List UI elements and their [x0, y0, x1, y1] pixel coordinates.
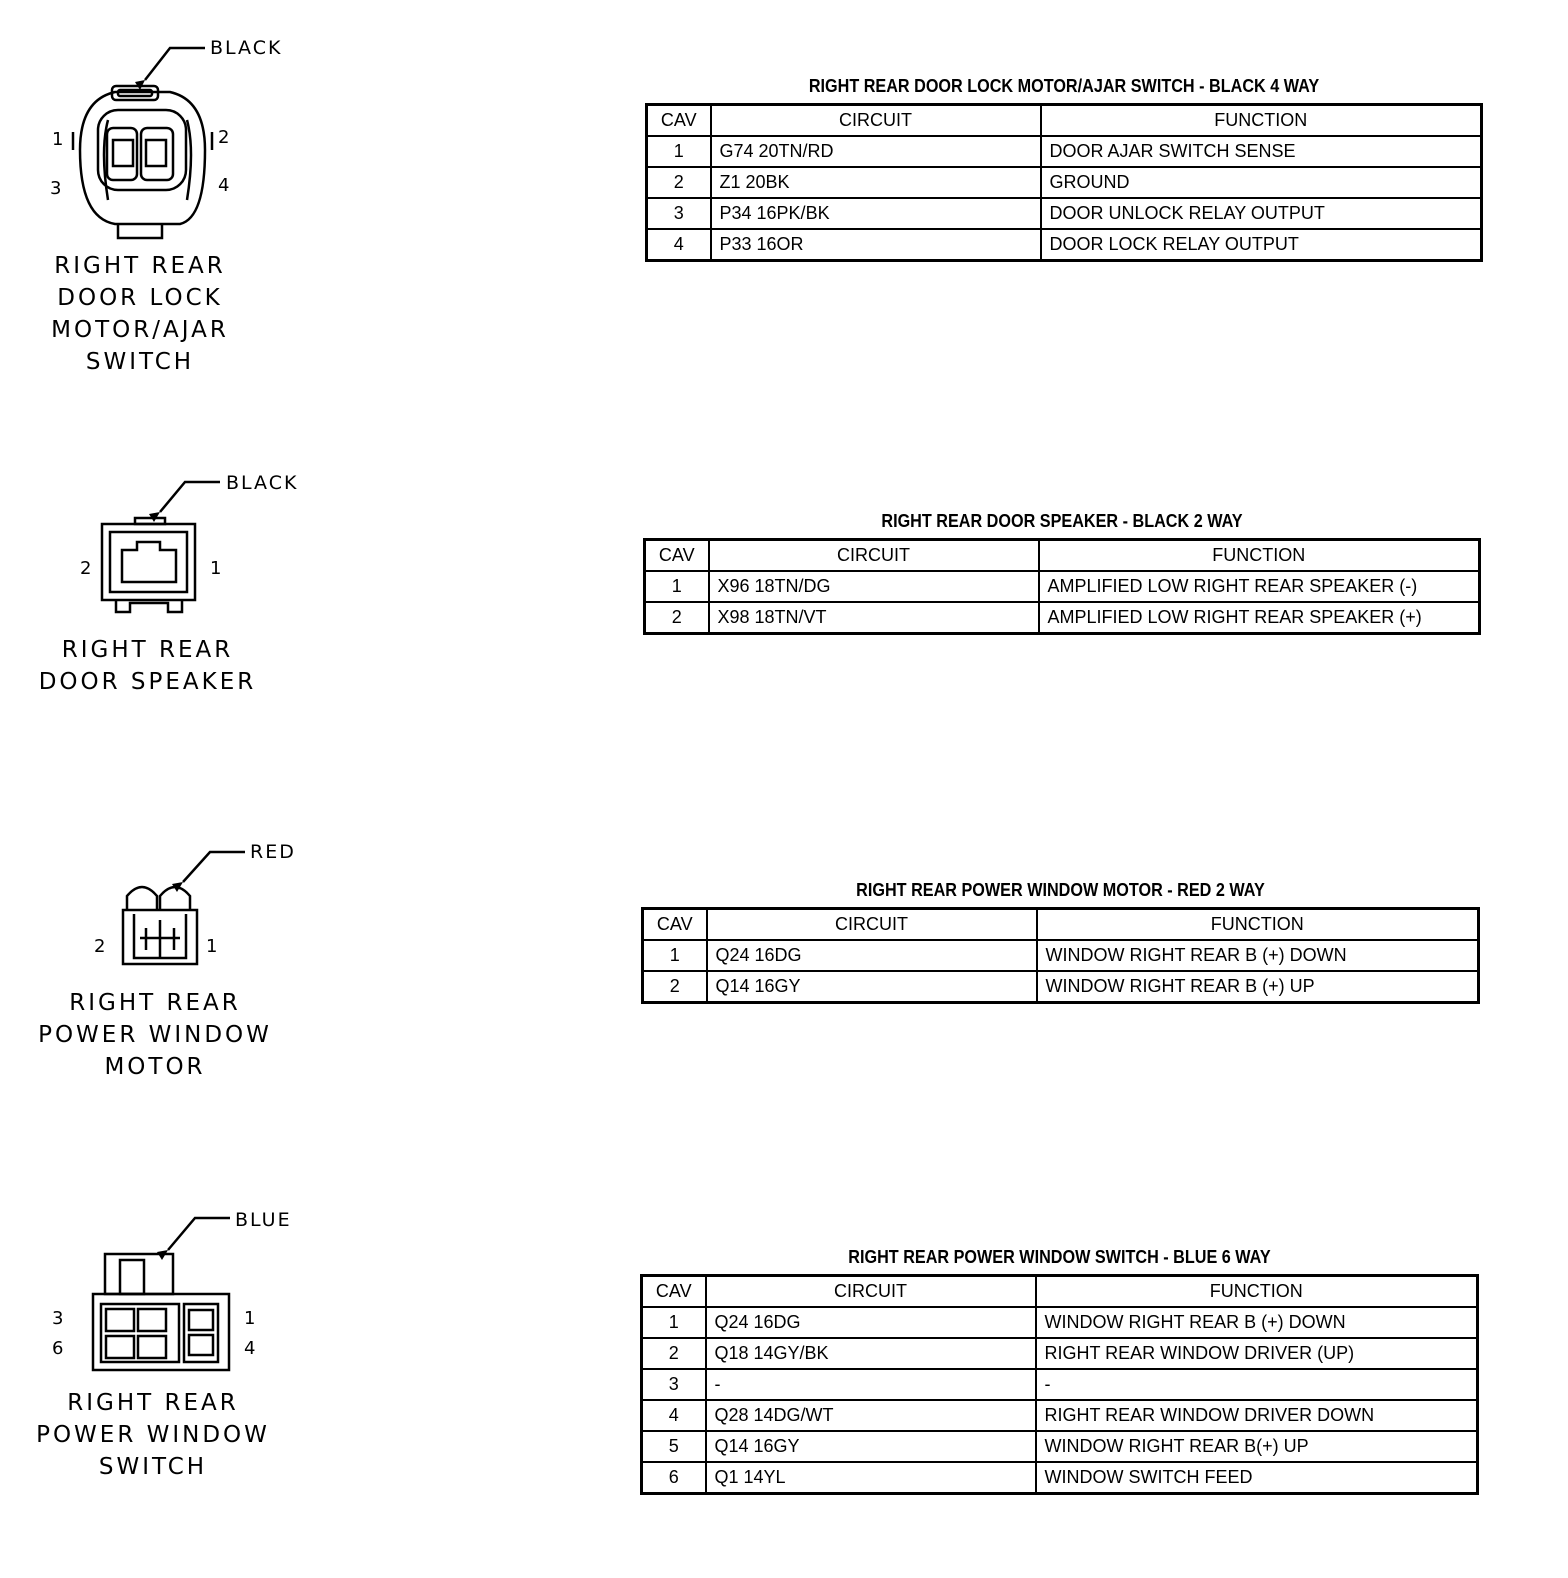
- function-cell: GROUND: [1041, 167, 1482, 198]
- function-cell: AMPLIFIED LOW RIGHT REAR SPEAKER (+): [1039, 602, 1480, 634]
- circuit-cell: Q18 14GY/BK: [706, 1338, 1036, 1369]
- circuit-cell: X96 18TN/DG: [709, 571, 1039, 602]
- header-cav: CAV: [647, 105, 711, 137]
- table-row: [645, 602, 1480, 634]
- color-label: BLACK: [226, 472, 299, 494]
- cav-cell: 1: [643, 940, 707, 971]
- table-row: [647, 167, 1482, 198]
- window-switch-table: [640, 1247, 1479, 1495]
- table-row: [642, 1369, 1478, 1400]
- pin-label: 1: [52, 129, 64, 150]
- table-row: [642, 1431, 1478, 1462]
- header-circuit: CIRCUIT: [706, 1276, 1036, 1308]
- circuit-cell: X98 18TN/VT: [709, 602, 1039, 634]
- cav-cell: 4: [647, 229, 711, 261]
- cav-cell: 2: [642, 1338, 706, 1369]
- circuit-cell: Z1 20BK: [711, 167, 1041, 198]
- table-row: [642, 1400, 1478, 1431]
- header-cav: CAV: [643, 909, 707, 941]
- circuit-cell: Q14 16GY: [706, 1431, 1036, 1462]
- table-title: RIGHT REAR DOOR LOCK MOTOR/AJAR SWITCH - BLACK 4 WAY: [808, 76, 1320, 96]
- connector-name: RIGHT REAR POWER WINDOW SWITCH: [36, 1390, 270, 1480]
- circuit-cell: Q24 16DG: [707, 940, 1037, 971]
- function-cell: WINDOW RIGHT REAR B (+) DOWN: [1037, 940, 1479, 971]
- header-function: FUNCTION: [1041, 105, 1482, 137]
- table-row: [645, 571, 1480, 602]
- connector-section-door-speaker: [0, 440, 1568, 740]
- circuit-cell: G74 20TN/RD: [711, 136, 1041, 167]
- circuit-cell: P34 16PK/BK: [711, 198, 1041, 229]
- circuit-cell: Q24 16DG: [706, 1307, 1036, 1338]
- circuit-cell: Q1 14YL: [706, 1462, 1036, 1494]
- function-cell: WINDOW RIGHT REAR B (+) UP: [1037, 971, 1479, 1003]
- pin-label: 2: [94, 936, 106, 957]
- cav-cell: 3: [647, 198, 711, 229]
- color-label: BLUE: [235, 1209, 292, 1231]
- header-circuit: CIRCUIT: [711, 105, 1041, 137]
- function-cell: DOOR UNLOCK RELAY OUTPUT: [1041, 198, 1482, 229]
- function-cell: DOOR LOCK RELAY OUTPUT: [1041, 229, 1482, 261]
- color-label: RED: [250, 841, 296, 863]
- cav-cell: 5: [642, 1431, 706, 1462]
- pin-label: 3: [50, 178, 62, 199]
- circuit-cell: P33 16OR: [711, 229, 1041, 261]
- cav-cell: 1: [647, 136, 711, 167]
- circuit-cell: Q28 14DG/WT: [706, 1400, 1036, 1431]
- function-cell: AMPLIFIED LOW RIGHT REAR SPEAKER (-): [1039, 571, 1480, 602]
- pin-label: 4: [218, 175, 230, 196]
- cav-cell: 2: [643, 971, 707, 1003]
- window-motor-table: [641, 880, 1480, 1004]
- connector-name: RIGHT REAR DOOR LOCK MOTOR/AJAR SWITCH: [51, 253, 229, 375]
- function-cell: -: [1036, 1369, 1478, 1400]
- header-cav: CAV: [642, 1276, 706, 1308]
- header-function: FUNCTION: [1037, 909, 1479, 941]
- table-row: [647, 198, 1482, 229]
- function-cell: WINDOW RIGHT REAR B (+) DOWN: [1036, 1307, 1478, 1338]
- pin-label: 3: [52, 1308, 64, 1329]
- connector-section-window-motor: [0, 810, 1568, 1110]
- cav-cell: 2: [647, 167, 711, 198]
- pin-label: 1: [210, 558, 222, 579]
- function-cell: RIGHT REAR WINDOW DRIVER (UP): [1036, 1338, 1478, 1369]
- pin-label: 2: [218, 127, 230, 148]
- circuit-cell: Q14 16GY: [707, 971, 1037, 1003]
- table-title: RIGHT REAR DOOR SPEAKER - BLACK 2 WAY: [881, 511, 1243, 531]
- pin-label: 2: [80, 558, 92, 579]
- door-lock-table: [645, 76, 1483, 262]
- pin-label: 1: [206, 936, 218, 957]
- connector-name: RIGHT REAR DOOR SPEAKER: [38, 637, 257, 695]
- cav-cell: 6: [642, 1462, 706, 1494]
- color-label: BLACK: [210, 37, 283, 59]
- connector-section-door-lock: [0, 0, 1568, 400]
- table-row: [647, 229, 1482, 261]
- header-cav: CAV: [645, 540, 709, 572]
- table-row: [643, 971, 1479, 1003]
- pin-label: 1: [244, 1308, 256, 1329]
- header-circuit: CIRCUIT: [707, 909, 1037, 941]
- connector-section-window-switch: [0, 1180, 1568, 1578]
- function-cell: WINDOW SWITCH FEED: [1036, 1462, 1478, 1494]
- cav-cell: 2: [645, 602, 709, 634]
- pin-label: 4: [244, 1338, 256, 1359]
- table-title: RIGHT REAR POWER WINDOW SWITCH - BLUE 6 WAY: [848, 1247, 1271, 1267]
- header-circuit: CIRCUIT: [709, 540, 1039, 572]
- table-row: [642, 1307, 1478, 1338]
- header-function: FUNCTION: [1039, 540, 1480, 572]
- connector-name: RIGHT REAR POWER WINDOW MOTOR: [38, 990, 272, 1080]
- function-cell: WINDOW RIGHT REAR B(+) UP: [1036, 1431, 1478, 1462]
- function-cell: RIGHT REAR WINDOW DRIVER DOWN: [1036, 1400, 1478, 1431]
- pin-label: 6: [52, 1338, 64, 1359]
- cav-cell: 1: [642, 1307, 706, 1338]
- table-row: [647, 136, 1482, 167]
- table-title: RIGHT REAR POWER WINDOW MOTOR - RED 2 WAY: [856, 880, 1265, 900]
- function-cell: DOOR AJAR SWITCH SENSE: [1041, 136, 1482, 167]
- door-speaker-table: [643, 511, 1481, 635]
- cav-cell: 1: [645, 571, 709, 602]
- header-function: FUNCTION: [1036, 1276, 1478, 1308]
- cav-cell: 4: [642, 1400, 706, 1431]
- cav-cell: 3: [642, 1369, 706, 1400]
- table-row: [642, 1462, 1478, 1494]
- circuit-cell: -: [706, 1369, 1036, 1400]
- table-row: [643, 940, 1479, 971]
- table-row: [642, 1338, 1478, 1369]
